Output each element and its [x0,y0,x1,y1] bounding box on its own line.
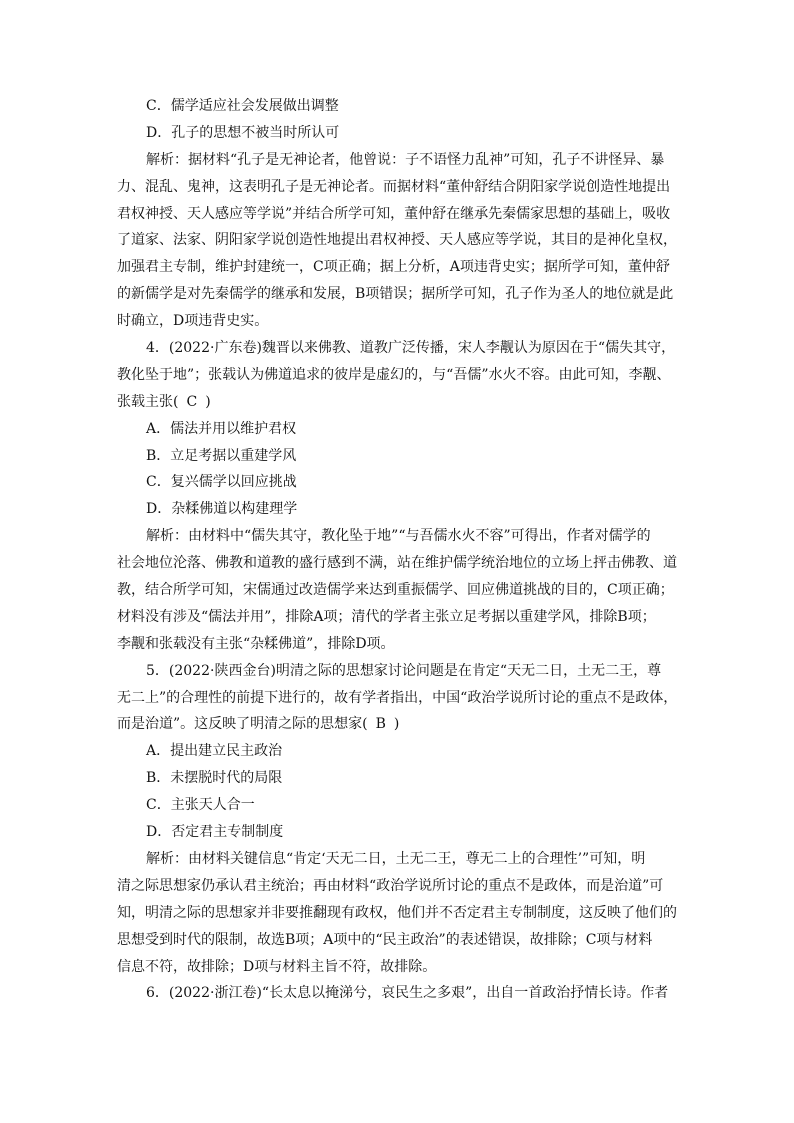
option-d: D．杂糅佛道以构建理学 [146,501,298,518]
question-stem-line: 教化坠于地”；张载认为佛道追求的彼岸是虚幻的，与“吾儒”水火不容。由此可知，李觏、 [117,366,671,383]
analysis-line: 解析：由材料关键信息“肯定‘天无二日，土无二王，尊无二上的合理性’”可知，明 [146,850,646,867]
analysis-line: 的新儒学是对先秦儒学的继承和发展，B项错误；据所学可知，孔子作为圣人的地位就是此 [117,286,674,303]
analysis-line: 解析：据材料“孔子是无神论者，他曾说：子不语怪力乱神”可知，孔子不讲怪异、暴 [146,151,665,168]
question-6 [117,980,679,1007]
question-stem-line: 6．(2022·浙江卷)“长太息以掩涕兮，哀民生之多艰”，出自一首政治抒情长诗。作者 [146,985,669,1002]
analysis-line: 力、混乱、鬼神，这表明孔子是无神论者。而据材料“董仲舒结合阴阳家学说创造性地提出 [117,178,671,195]
answer-letter: C [186,393,198,410]
question-5 [117,658,679,981]
option-c: C．儒学适应社会发展做出调整 [146,98,339,114]
option-a: A．提出建立民主政治 [146,743,283,760]
analysis-line: 教，结合所学可知，宋儒通过改造儒学来达到重振儒学、回应佛道挑战的目的，C项正确； [117,582,674,599]
option-b: B．未摆脱时代的局限 [146,770,283,787]
analysis-line: 解析：由材料中“儒失其守，教化坠于地”“与吾儒水火不容”可得出，作者对儒学的 [146,528,651,545]
option-a: A．儒法并用以维护君权 [146,420,297,437]
option-b: B．立足考据以重建学风 [146,447,297,464]
question-4 [117,335,679,658]
analysis-line: 信息不符，故排除；D项与材料主旨不符，故排除。 [117,958,437,975]
analysis-line: 时确立，D项违背史实。 [117,313,269,330]
option-d: D．否定君主专制制度 [146,824,284,841]
analysis-line: 加强君主专制，维护封建统一，C项正确；据上分析，A项违背史实；据所学可知，董仲舒 [117,259,670,276]
option-c: C．复兴儒学以回应挑战 [146,474,297,491]
document-page [117,93,679,1007]
question-stem-text: 张载主张( [117,393,179,410]
prev-question-options [117,93,679,147]
question-stem-line [117,389,679,416]
question-stem-line [117,711,679,738]
analysis-line: 清之际思想家仍承认君主统治；再由材料“政治学说所讨论的重点不是政体，而是治道”可 [117,877,664,894]
analysis-line: 知，明清之际的思想家并非要推翻现有政权，他们并不否定君主专制制度，这反映了他们的 [117,904,677,921]
question-stem-text: 而是治道”。这反映了明清之际的思想家( [117,716,368,733]
prev-question-analysis [117,147,679,335]
answer-letter: B [375,716,386,733]
analysis-line: 君权神授、天人感应等学说”并结合所学可知，董仲舒在继承先秦儒家思想的基础上，吸收 [117,205,671,222]
analysis-line: 社会地位沦落、佛教和道教的盛行感到不满，站在维护儒学统治地位的立场上抨击佛教、道 [117,555,677,572]
question-stem-line: 4．(2022·广东卷)魏晋以来佛教、道教广泛传播，宋人李觏认为原因在于“儒失其守， [146,340,676,357]
analysis-line: 思想受到时代的限制，故选B项；A项中的“民主政治”的表述错误，故排除；C项与材料 [117,931,653,948]
option-d: D．孔子的思想不被当时所认可 [146,124,340,141]
question-stem-line: 无二上”的合理性的前提下进行的，故有学者指出，中国“政治学说所讨论的重点不是政体， [117,689,678,706]
option-c: C．主张天人合一 [146,797,255,814]
analysis-line: 李觏和张载没有主张“杂糅佛道”，排除D项。 [117,635,395,652]
close-paren: ) [205,393,211,410]
analysis-line: 了道家、法家、阴阳家学说创造性地提出君权神授、天人感应等学说，其目的是神化皇权， [117,232,677,249]
question-stem-line: 5．(2022·陕西金台)明清之际的思想家讨论问题是在肯定“天无二日，土无二王，尊 [146,662,662,679]
analysis-line: 材料没有涉及“儒法并用”，排除A项；清代的学者主张立足考据以重建学风，排除B项； [117,608,656,625]
close-paren: ) [393,716,400,733]
